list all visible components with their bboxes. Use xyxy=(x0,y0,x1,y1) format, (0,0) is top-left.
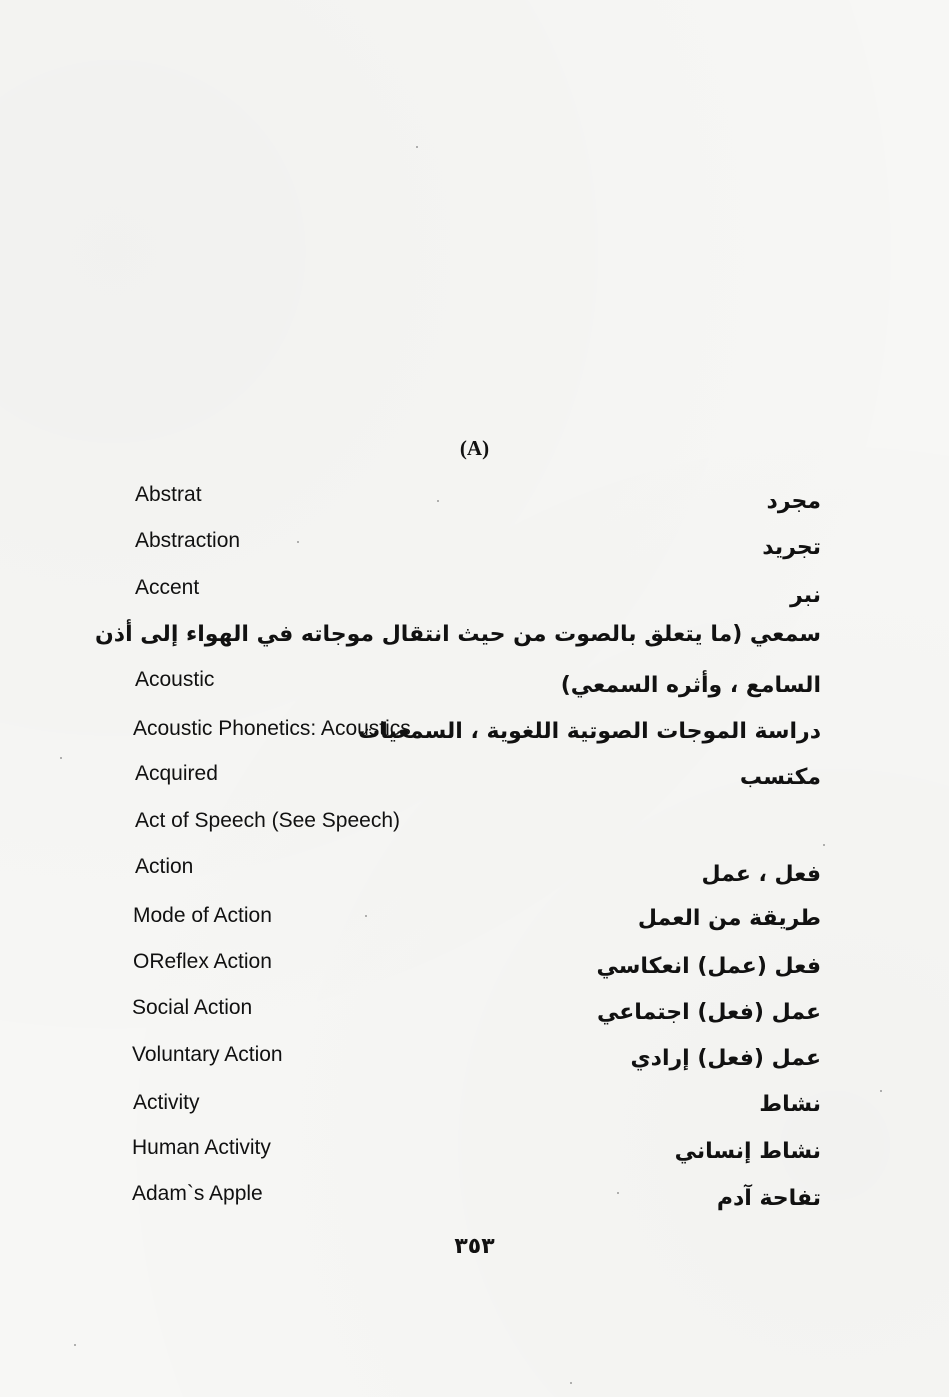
entry-arabic-translation: السامع ، وأثره السمعي) xyxy=(560,673,821,698)
entry-english-term: Acquired xyxy=(135,762,218,785)
entry-arabic-translation: طريقة من العمل xyxy=(637,906,821,931)
scan-speck xyxy=(74,1344,76,1346)
entry-english-term: Abstraction xyxy=(135,529,241,552)
entry-english-term: Adam`s Apple xyxy=(132,1182,263,1205)
scan-speck xyxy=(297,541,299,543)
entry-english-term: Acoustic xyxy=(135,668,215,691)
scan-speck xyxy=(617,1192,619,1194)
scan-speck xyxy=(570,1382,572,1384)
scan-speck xyxy=(880,1090,882,1092)
entry-arabic-translation: تفاحة آدم xyxy=(716,1186,821,1211)
entry-arabic-translation: فعل (عمل) انعكاسي xyxy=(596,954,821,979)
entry-arabic-translation: تجريد xyxy=(762,535,821,560)
entry-arabic-translation: عمل (فعل) إرادي xyxy=(630,1046,821,1071)
section-letter: (A) xyxy=(459,436,490,460)
entry-english-term: Social Action xyxy=(132,996,253,1019)
scan-speck xyxy=(416,146,418,148)
entry-arabic-translation: مكتسب xyxy=(739,765,821,790)
entry-english-term: Accent xyxy=(135,576,200,599)
entry-arabic-translation: فعل ، عمل xyxy=(701,862,821,887)
page-number: ٣٥٣ xyxy=(454,1234,495,1259)
entry-arabic-translation: عمل (فعل) اجتماعي xyxy=(597,1000,821,1025)
entry-arabic-translation: مجرد xyxy=(766,489,821,514)
scan-speck xyxy=(437,500,439,502)
entry-english-term: Acoustic Phonetics: Acoustics xyxy=(133,717,411,740)
scan-speck xyxy=(60,757,62,759)
entry-english-term: OReflex Action xyxy=(133,950,272,973)
entry-english-term: Voluntary Action xyxy=(132,1043,283,1066)
entry-english-term: Human Activity xyxy=(132,1136,271,1159)
scan-speck xyxy=(365,915,367,917)
entry-arabic-translation: نبر xyxy=(790,583,821,608)
entry-english-term: Action xyxy=(135,855,194,878)
scan-speck xyxy=(823,844,825,846)
entry-arabic-translation: دراسة الموجات الصوتية اللغوية ، السمعيات xyxy=(358,719,821,744)
entry-arabic-definition-line: سمعي (ما يتعلق بالصوت من حيث انتقال موجاته في الهواء إلى أذن xyxy=(95,622,821,647)
entry-arabic-translation: نشاط إنساني xyxy=(674,1139,821,1164)
entry-english-term: Activity xyxy=(133,1091,200,1114)
entry-english-term: Mode of Action xyxy=(133,904,272,927)
entry-english-term: Abstrat xyxy=(135,483,202,506)
entry-arabic-translation: نشاط xyxy=(759,1092,821,1117)
entry-english-term: Act of Speech (See Speech) xyxy=(135,809,400,832)
